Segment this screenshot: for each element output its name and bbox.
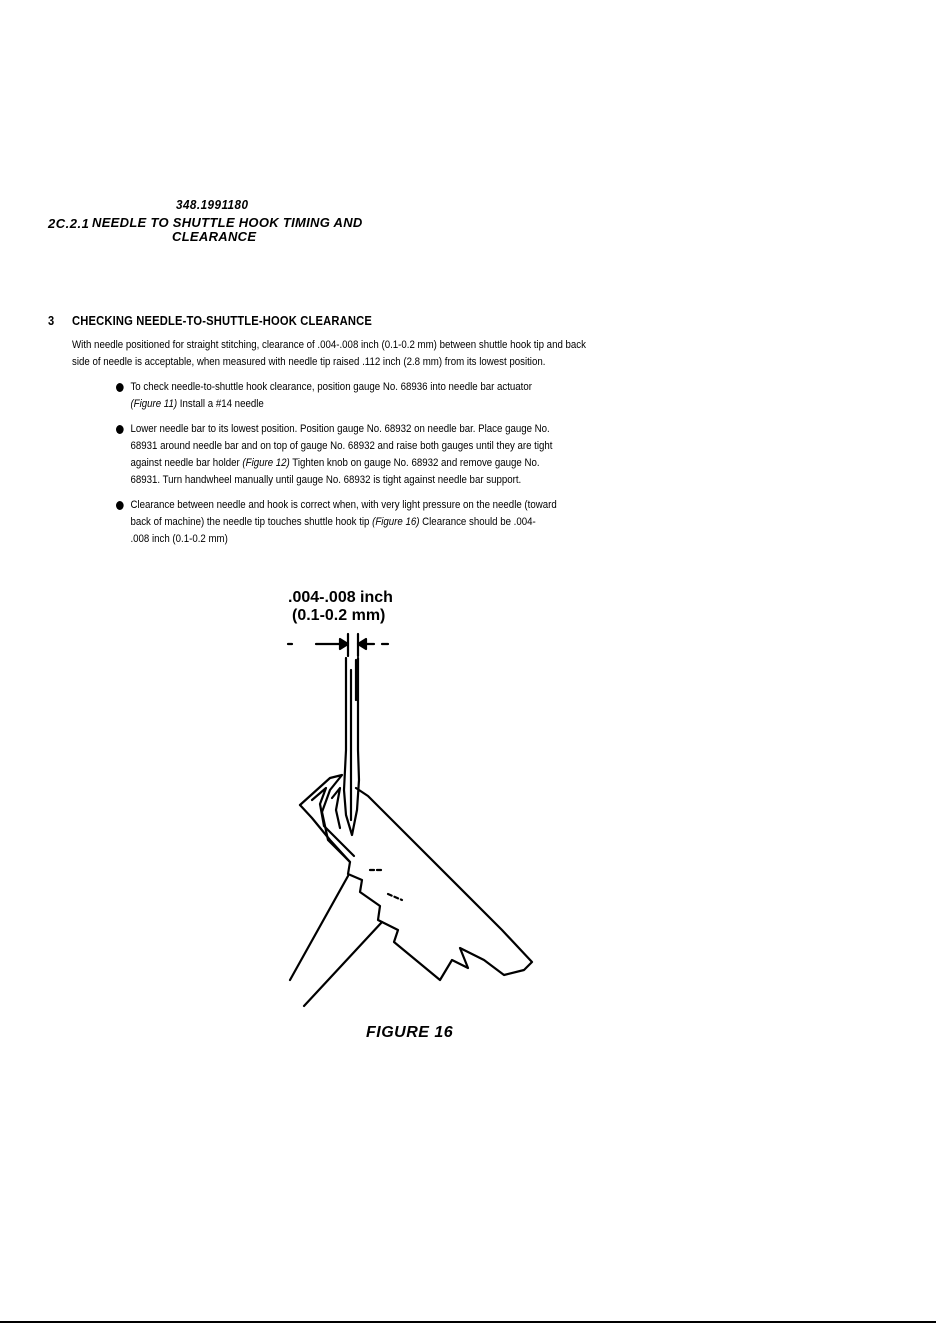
- intro-paragraph: [72, 337, 752, 371]
- shuttle-hook-shape: [300, 775, 532, 980]
- figure-reference: (Figure 11): [130, 398, 178, 410]
- section-title: [92, 216, 392, 244]
- bullet-line: .008 inch (0.1-0.2 mm): [130, 533, 228, 545]
- bullet-line: To check needle-to-shuttle hook clearance, position gauge No. 68936 into needle bar actuator: [130, 381, 532, 393]
- dimension-label-mm: (0.1-0.2 mm): [292, 607, 386, 624]
- model-number: 348.1991180: [176, 197, 249, 212]
- bullet-line: 68931 around needle bar and on top of gauge No. 68932 and raise both gauges until they are tight: [130, 440, 553, 452]
- needle-shape: [344, 658, 359, 835]
- dimension-label-inch: .004-.008 inch: [288, 589, 393, 606]
- step-number: 3: [48, 313, 55, 328]
- section-title-line1: NEEDLE TO SHUTTLE HOOK TIMING AND: [92, 215, 363, 230]
- bottom-divider: [0, 1321, 936, 1323]
- figure-caption: FIGURE 16: [366, 1024, 454, 1041]
- bullet-line: 68931. Turn handwheel manually until gauge No. 68932 is tight against needle bar support.: [130, 474, 522, 486]
- bullet-line: (Figure 11) Install a #14 needle: [130, 398, 264, 410]
- bullet-item: [116, 421, 669, 489]
- step-title: CHECKING NEEDLE-TO-SHUTTLE-HOOK CLEARANCE: [72, 313, 373, 328]
- bullet-item: [116, 379, 669, 413]
- figure-reference: (Figure 12): [242, 457, 290, 469]
- support-arm-shape: [290, 876, 382, 1006]
- bullet-line: Clearance between needle and hook is correct when, with very light pressure on the needle (toward: [130, 499, 557, 511]
- bullet-line: Lower needle bar to its lowest position. Position gauge No. 68932 on needle bar. Place gauge No.: [130, 423, 550, 435]
- bullet-line: back of machine) the needle tip touches shuttle hook tip (Figure 16) Clearance should be .004-: [130, 516, 536, 528]
- needle-hook-illustration: [270, 630, 560, 1020]
- intro-line1: With needle positioned for straight stitching, clearance of .004-.008 inch (0.1-0.2 mm) between shuttle hook tip and back: [72, 339, 586, 351]
- section-number: 2C.2.1: [48, 216, 90, 231]
- intro-line2: side of needle is acceptable, when measured with needle tip raised .112 inch (2.8 mm) from its lowest position.: [72, 356, 546, 368]
- bullet-dot-icon: [116, 501, 124, 510]
- bullet-item: [116, 497, 669, 548]
- bullet-dot-icon: [116, 425, 124, 434]
- section-title-line2: CLEARANCE: [172, 229, 257, 244]
- dimension-arrows: [288, 634, 388, 656]
- bullet-dot-icon: [116, 383, 124, 392]
- bullet-line: against needle bar holder (Figure 12) Tighten knob on gauge No. 68932 and remove gauge No.: [130, 457, 540, 469]
- figure-reference: (Figure 16): [372, 516, 420, 528]
